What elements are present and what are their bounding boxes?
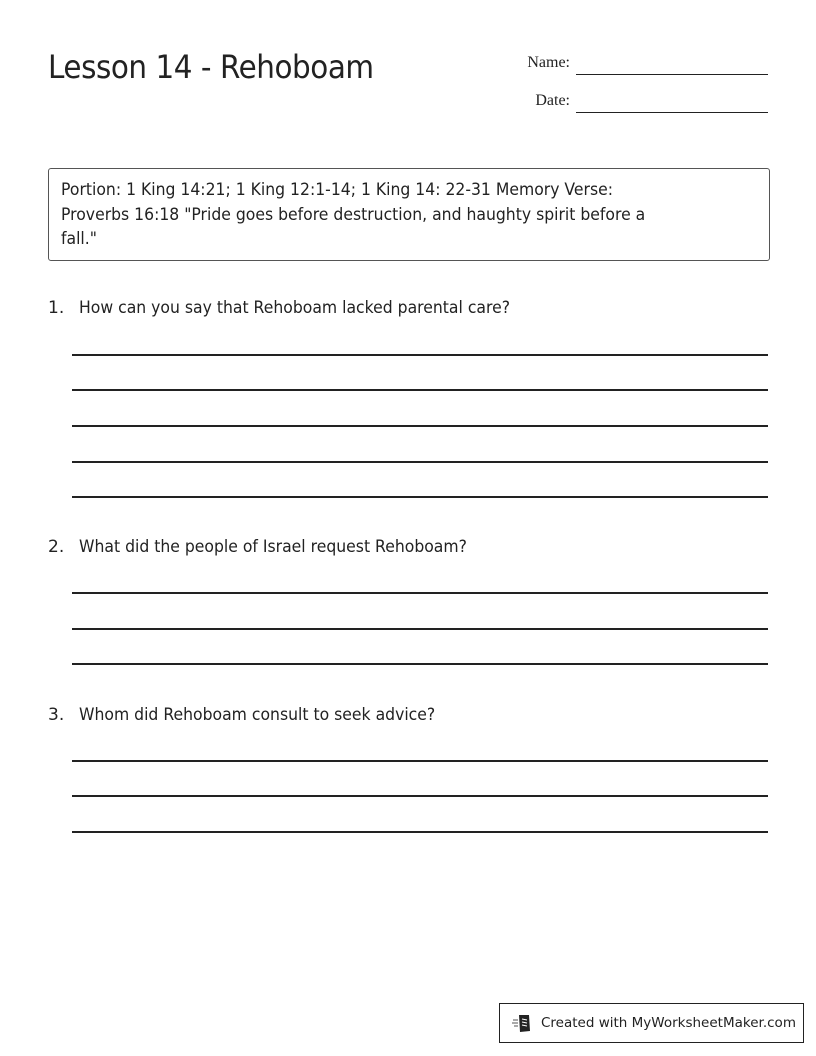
question-number: 1. <box>48 298 65 318</box>
portion-line-2: Proverbs 16:18 "Pride goes before destruction, and haughty spirit before a <box>61 204 646 225</box>
question-text: What did the people of Israel request Rehoboam? <box>79 537 467 557</box>
portion-line-3: fall." <box>61 229 97 249</box>
answer-line[interactable] <box>72 831 768 833</box>
date-input-line[interactable] <box>576 112 768 113</box>
answer-line[interactable] <box>72 425 768 427</box>
answer-line[interactable] <box>72 795 768 797</box>
name-field[interactable] <box>490 52 770 78</box>
question-number: 2. <box>48 537 65 557</box>
answer-line[interactable] <box>72 496 768 498</box>
date-label: Date: <box>535 92 570 109</box>
question-text: How can you say that Rehoboam lacked parental care? <box>79 298 511 318</box>
footer-text: Created with MyWorksheetMaker.com <box>541 1015 796 1031</box>
question-text: Whom did Rehoboam consult to seek advice? <box>79 705 436 725</box>
answer-line[interactable] <box>72 354 768 356</box>
portion-line-1: Portion: 1 King 14:21; 1 King 12:1-14; 1 King 14: 22-31 Memory Verse: <box>61 180 614 200</box>
name-input-line[interactable] <box>576 74 768 75</box>
name-label: Name: <box>527 54 570 71</box>
answer-line[interactable] <box>72 663 768 665</box>
worksheet-maker-logo-icon <box>512 1012 534 1034</box>
answer-line[interactable] <box>72 389 768 391</box>
page-title: Lesson 14 - Rehoboam <box>48 48 374 86</box>
date-field[interactable] <box>490 90 770 116</box>
answer-line[interactable] <box>72 628 768 630</box>
answer-line[interactable] <box>72 760 768 762</box>
answer-line[interactable] <box>72 461 768 463</box>
answer-line[interactable] <box>72 592 768 594</box>
question-number: 3. <box>48 705 65 725</box>
footer-credit[interactable] <box>499 1003 804 1043</box>
portion-box <box>48 168 770 261</box>
